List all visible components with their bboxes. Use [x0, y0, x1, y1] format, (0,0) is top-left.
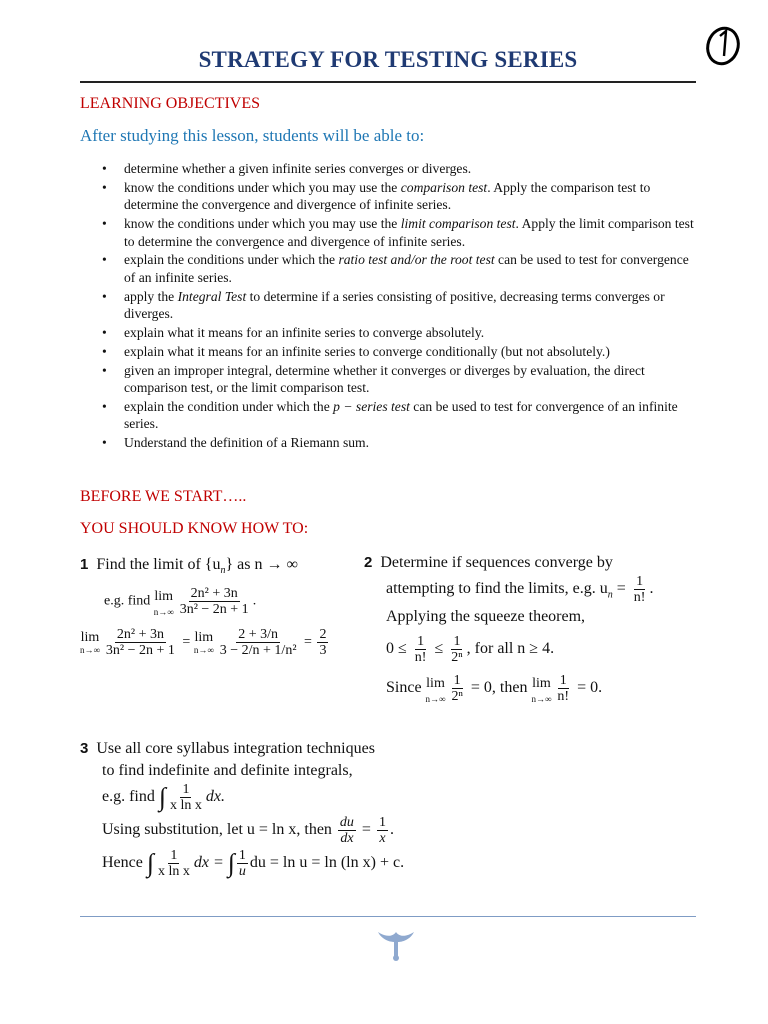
objective-item: • explain the condition under which the p − series test can be used to test for convergence of an infinite series. [102, 398, 678, 432]
bullet-icon: • [102, 216, 107, 232]
item-number: 1 [80, 556, 89, 573]
item-3-result: Hence ∫ $\frac{1}{\text{x ln x}}$ dx = ∫ $\frac{1}{u}$ du = ln u = ln (ln x) + c. [102, 848, 405, 879]
objective-item: • explain what it means for an infinite series to converge conditionally (but not absolutely.) [102, 343, 610, 359]
item-1-line-1: Find the limit of $\{u_n\}$ as n → ∞ [96, 556, 298, 577]
page-title: STRATEGY FOR TESTING SERIES [198, 47, 578, 72]
flourish-ornament-icon [372, 926, 420, 962]
item-2-line-3: Applying the squeeze theorem, [386, 608, 586, 626]
objective-item: • apply the Integral Test to determine if a series consisting of positive, decreasing terms converges or diverges. [102, 288, 665, 322]
objective-item: • determine whether a given infinite series converges or diverges. [102, 161, 472, 176]
title-divider [80, 81, 696, 83]
item-2-conclusion: Since lim n→∞ $\frac{1}{\text{2ⁿ}}$ = 0, then lim n→∞ $\frac{1}{n!}$ = 0. [386, 673, 603, 705]
objective-item: • know the conditions under which you may use the comparison test. Apply the comparison test to determine the convergence and divergence of infinite series. [102, 179, 651, 213]
bullet-icon: • [102, 288, 107, 304]
objective-item: • explain what it means for an infinite series to converge absolutely. [102, 324, 485, 340]
footer-divider [80, 916, 696, 917]
bullet-icon: • [102, 343, 107, 359]
bullet-icon: • [102, 398, 107, 414]
objective-item: • Understand the definition of a Riemann sum. [102, 435, 370, 451]
item-2-inequality: 0 ≤ $\frac{1}{n!}$ ≤ $\frac{1}{\text{2ⁿ}}$ , for all n ≥ 4. [386, 634, 555, 666]
item-2-line-2: attempting to find the limits, e.g. $u_n$ = $\frac{1}{n!}$ . [386, 574, 654, 605]
item-2-line-1: Determine if sequences converge by [380, 554, 613, 571]
bullet-icon: • [102, 324, 107, 340]
item-3-example: e.g. find ∫ $\frac{1}{\text{x ln x}}$ dx. [102, 782, 225, 813]
learning-objectives-heading: LEARNING OBJECTIVES [80, 95, 260, 112]
before-we-start-heading: BEFORE WE START….. [80, 488, 247, 505]
bullet-icon: • [102, 435, 107, 451]
objectives-intro: After studying this lesson, students will be able to: [80, 126, 425, 145]
bullet-icon: • [102, 252, 107, 268]
prereq-item-2 [364, 552, 694, 704]
objectives-list [102, 160, 702, 453]
item-number: 3 [80, 740, 89, 757]
objective-item: • given an improper integral, determine whether it converges or diverges by evaluation, the direct comparison test, or the limit comparison test. [102, 362, 645, 396]
prereq-item-1 [80, 554, 345, 658]
bullet-icon: • [102, 179, 107, 195]
objective-item: • explain the conditions under which the ratio test and/or the root test can be used to test for convergence of an infinite series. [102, 252, 689, 285]
item-3-line-1: Use all core syllabus integration techniques [96, 740, 375, 757]
you-should-know-heading: YOU SHOULD KNOW HOW TO: [80, 520, 309, 537]
bullet-icon: • [102, 362, 107, 378]
item-1-solution: lim n→∞ $\frac{\text{2n² + 3n}}{\text{3n² − 2n + 1}}$ = lim n→∞ $\frac{2 + 3/n}{\text{3 − 2/n + 1/n²}}$ = $\frac{2}{3}$ [80, 627, 327, 659]
objective-item: • know the conditions under which you may use the limit comparison test. Apply the limit comparison test to determine the convergence and divergence of infinite series. [102, 216, 694, 249]
handwritten-zero-mark [700, 22, 746, 68]
prereq-item-3 [80, 738, 410, 879]
item-3-line-2: to find indefinite and definite integrals, [102, 762, 353, 779]
item-3-substitution: Using substitution, let u = ln x, then $\frac{du}{dx}$ = $\frac{1}{x}$ . [102, 815, 394, 846]
item-1-example: e.g. find lim n→∞ $\frac{\text{2n² + 3n}}{\text{3n² − 2n + 1}}$ . [104, 586, 257, 618]
item-number: 2 [364, 554, 373, 571]
bullet-icon: • [102, 161, 107, 176]
